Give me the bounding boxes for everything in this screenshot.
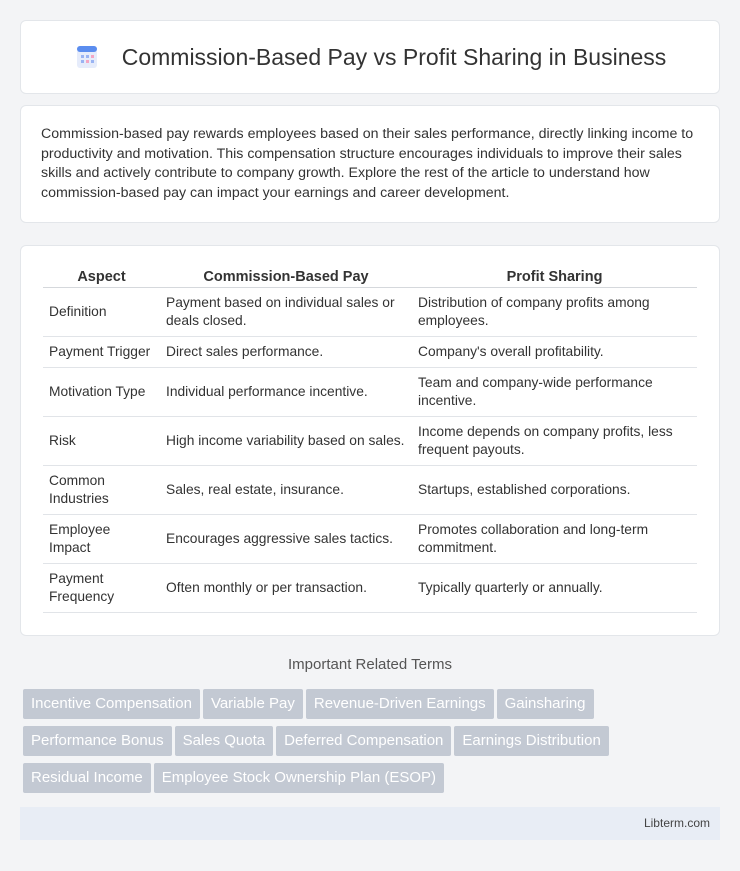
related-term-tag[interactable]: Deferred Compensation xyxy=(276,726,451,756)
table-cell: Typically quarterly or annually. xyxy=(412,564,697,613)
column-header-profit-sharing: Profit Sharing xyxy=(412,266,697,288)
table-row xyxy=(43,417,697,466)
title-card xyxy=(20,20,720,94)
table-cell: Company's overall profitability. xyxy=(412,337,697,368)
column-header-aspect: Aspect xyxy=(43,266,160,288)
related-terms-list xyxy=(23,689,723,800)
table-row xyxy=(43,564,697,613)
related-term-tag[interactable]: Sales Quota xyxy=(175,726,274,756)
intro-text: Commission-based pay rewards employees based on their sales performance, directly linking income to productivity and motivation. This compensation structure encourages individuals to improve their sales skills and actively contribute to company growth. Explore the rest of the article to understand how commission-based pay can impact your earnings and career development. xyxy=(41,126,694,201)
table-cell: High income variability based on sales. xyxy=(160,417,412,466)
intro-card xyxy=(20,105,720,223)
table-row xyxy=(43,368,697,417)
table-cell: Encourages aggressive sales tactics. xyxy=(160,515,412,564)
table-row xyxy=(43,515,697,564)
table-cell: Team and company-wide performance incentive. xyxy=(412,368,697,417)
table-cell: Income depends on company profits, less frequent payouts. xyxy=(412,417,697,466)
table-cell: Payment Frequency xyxy=(43,564,160,613)
table-cell: Sales, real estate, insurance. xyxy=(160,466,412,515)
document-list-icon xyxy=(74,44,100,70)
table-cell: Common Industries xyxy=(43,466,160,515)
related-terms-title: Important Related Terms xyxy=(288,656,452,673)
table-cell: Startups, established corporations. xyxy=(412,466,697,515)
table-cell: Often monthly or per transaction. xyxy=(160,564,412,613)
table-cell: Motivation Type xyxy=(43,368,160,417)
table-cell: Definition xyxy=(43,288,160,337)
page-title: Commission-Based Pay vs Profit Sharing in Business xyxy=(121,43,667,70)
table-row xyxy=(43,337,697,368)
related-term-tag[interactable]: Residual Income xyxy=(23,763,151,793)
table-cell: Employee Impact xyxy=(43,515,160,564)
table-row xyxy=(43,288,697,337)
related-term-tag[interactable]: Employee Stock Ownership Plan (ESOP) xyxy=(154,763,444,793)
table-cell: Distribution of company profits among employees. xyxy=(412,288,697,337)
related-term-tag[interactable]: Performance Bonus xyxy=(23,726,172,756)
comparison-table-card xyxy=(20,245,720,636)
table-cell: Promotes collaboration and long-term commitment. xyxy=(412,515,697,564)
table-cell: Direct sales performance. xyxy=(160,337,412,368)
related-term-tag[interactable]: Variable Pay xyxy=(203,689,303,719)
related-term-tag[interactable]: Incentive Compensation xyxy=(23,689,200,719)
related-term-tag[interactable]: Gainsharing xyxy=(497,689,594,719)
table-row xyxy=(43,466,697,515)
related-term-tag[interactable]: Earnings Distribution xyxy=(454,726,608,756)
column-header-commission: Commission-Based Pay xyxy=(160,266,412,288)
table-cell: Payment based on individual sales or deals closed. xyxy=(160,288,412,337)
table-cell: Payment Trigger xyxy=(43,337,160,368)
table-header-row xyxy=(43,266,697,288)
table-cell: Risk xyxy=(43,417,160,466)
footer xyxy=(20,807,720,840)
comparison-table xyxy=(43,266,697,613)
related-term-tag[interactable]: Revenue-Driven Earnings xyxy=(306,689,494,719)
footer-site-link[interactable]: Libterm.com xyxy=(643,816,710,830)
table-cell: Individual performance incentive. xyxy=(160,368,412,417)
